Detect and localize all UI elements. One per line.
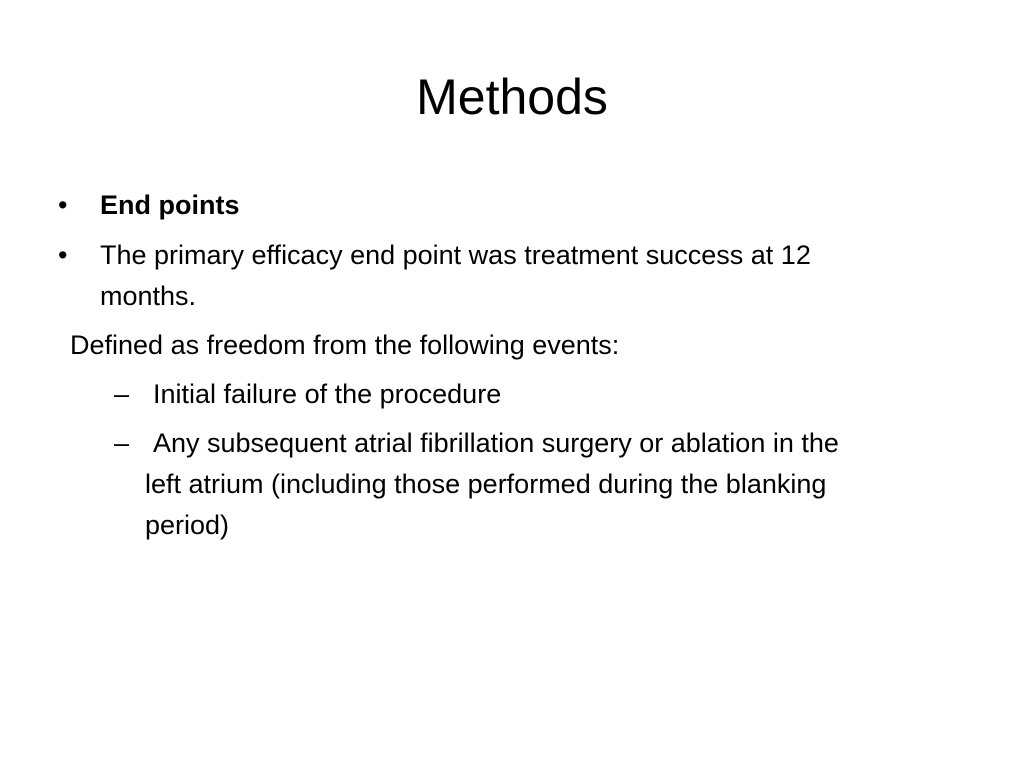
bullet-primary-endpoint-line2: months. [100,281,197,311]
sub-bullet-marker: – [114,428,130,458]
bullet-end-points: End points [100,190,240,220]
bullet-marker: • [58,240,68,270]
sub-bullet-subsequent-af-line2: left atrium (including those performed during the blanking [145,469,827,499]
bullet-primary-endpoint-line1: The primary efficacy end point was treatment success at 12 [100,240,811,270]
bullet-marker: • [58,190,68,220]
slide-title: Methods [416,69,608,125]
sub-bullet-marker: – [114,379,130,409]
sub-bullet-subsequent-af-line1: Any subsequent atrial fibrillation surgery or ablation in the [153,428,839,458]
sub-bullet-subsequent-af-line3: period) [145,510,230,540]
definition-text: Defined as freedom from the following events: [70,330,620,360]
sub-bullet-initial-failure: Initial failure of the procedure [153,379,502,409]
